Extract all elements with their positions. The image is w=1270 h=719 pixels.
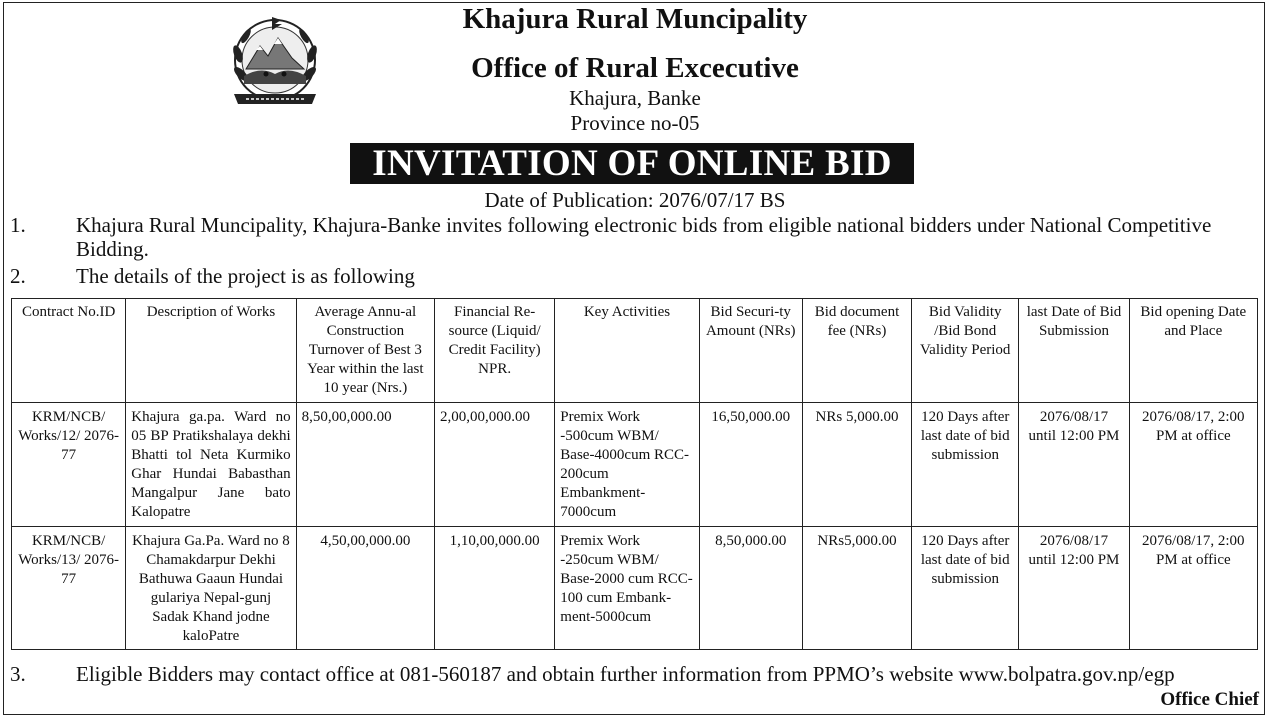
paragraph-number: 3. [10, 662, 26, 686]
financial-resource-cell: 1,10,00,000.00 [435, 527, 555, 650]
paragraph-1 [10, 213, 1260, 261]
paragraph-3 [10, 662, 1260, 686]
bid-validity-cell: 120 Days after last date of bid submission [912, 403, 1019, 527]
bid-details-table [11, 298, 1258, 650]
column-header-key-activities: Key Activities [555, 299, 699, 403]
opening-date-cell: 2076/08/17, 2:00 PM at office [1129, 527, 1257, 650]
paragraph-text: Khajura Rural Muncipality, Khajura-Banke invites following electronic bids from eligible national bidders under National Competitive Bidding. [76, 213, 1212, 261]
bid-validity-cell: 120 Days after last date of bid submission [912, 527, 1019, 650]
column-header-bid-security: Bid Securi-ty Amount (NRs) [699, 299, 802, 403]
table-header-row [12, 299, 1258, 403]
opening-date-cell: 2076/08/17, 2:00 PM at office [1129, 403, 1257, 527]
column-header-turnover: Average Annu-al Construction Turnover of Best 3 Year within the last 10 year (Nrs.) [296, 299, 434, 403]
document-fee-cell: NRs5,000.00 [802, 527, 911, 650]
column-header-submission-date: last Date of Bid Submission [1019, 299, 1129, 403]
financial-resource-cell: 2,00,00,000.00 [435, 403, 555, 527]
submission-date-cell: 2076/08/17 until 12:00 PM [1019, 403, 1129, 527]
column-header-financial-resource: Financial Re-source (Liquid/ Credit Facility) NPR. [435, 299, 555, 403]
column-header-document-fee: Bid document fee (NRs) [802, 299, 911, 403]
paragraph-text: The details of the project is as following [76, 264, 415, 288]
turnover-cell: 4,50,00,000.00 [296, 527, 434, 650]
paragraph-text: Eligible Bidders may contact office at 081-560187 and obtain further information from PPMO’s website www.bolpatra.gov.np/egp [76, 662, 1175, 686]
signature-office-chief: Office Chief [1160, 689, 1259, 710]
office-location: Khajura, Banke [569, 86, 701, 110]
paragraph-number: 2. [10, 264, 26, 288]
office-name: Office of Rural Excecutive [471, 52, 799, 84]
turnover-cell: 8,50,00,000.00 [296, 403, 434, 527]
submission-date-cell: 2076/08/17 until 12:00 PM [1019, 527, 1129, 650]
key-activities-cell: Premix Work -250cum WBM/ Base-2000 cum RCC- 100 cum Embank-ment-5000cum [555, 527, 699, 650]
contract-id-cell: KRM/NCB/ Works/12/ 2076-77 [12, 403, 126, 527]
column-header-opening-date: Bid opening Date and Place [1129, 299, 1257, 403]
column-header-contract-id: Contract No.ID [12, 299, 126, 403]
document-fee-cell: NRs 5,000.00 [802, 403, 911, 527]
publication-date: Date of Publication: 2076/07/17 BS [484, 188, 786, 212]
column-header-description: Description of Works [126, 299, 296, 403]
contract-id-cell: KRM/NCB/ Works/13/ 2076-77 [12, 527, 126, 650]
paragraph-number: 1. [10, 213, 26, 237]
municipality-name: Khajura Rural Muncipality [462, 3, 808, 35]
key-activities-cell: Premix Work -500cum WBM/ Base-4000cum RCC-200cum Embankment-7000cum [555, 403, 699, 527]
paragraph-2 [10, 264, 1260, 288]
invitation-banner: INVITATION OF ONLINE BID [350, 143, 914, 184]
table-row [12, 527, 1258, 650]
table-row [12, 403, 1258, 527]
province-label: Province no-05 [570, 111, 700, 135]
description-cell: Khajura ga.pa. Ward no 05 BP Pratikshalaya dekhi Bhatti tol Neta Kurmiko Ghar Hundai Babasthan Mangalpur Jane bato Kalopatre [126, 403, 296, 527]
description-cell: Khajura Ga.Pa. Ward no 8 Chamakdarpur Dekhi Bathuwa Gaaun Hundai gulariya Nepal-gunj Sadak Khand jodne kaloPatre [126, 527, 296, 650]
bid-security-cell: 16,50,000.00 [699, 403, 802, 527]
column-header-bid-validity: Bid Validity /Bid Bond Validity Period [912, 299, 1019, 403]
bid-security-cell: 8,50,000.00 [699, 527, 802, 650]
